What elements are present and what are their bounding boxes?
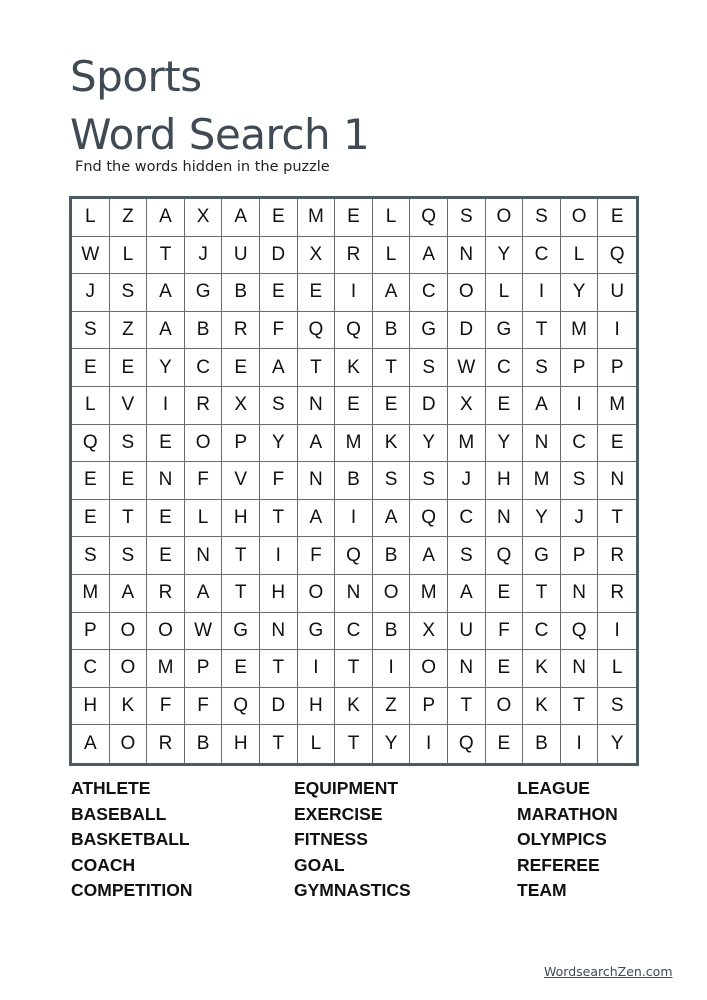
grid-cell[interactable]: R <box>335 237 373 275</box>
grid-cell[interactable]: L <box>486 274 524 312</box>
grid-cell[interactable]: O <box>373 575 411 613</box>
grid-cell[interactable]: O <box>110 725 148 763</box>
grid-cell[interactable]: A <box>523 387 561 425</box>
grid-cell[interactable]: H <box>486 462 524 500</box>
grid-cell[interactable]: M <box>72 575 110 613</box>
grid-cell[interactable]: C <box>72 650 110 688</box>
grid-cell[interactable]: H <box>72 688 110 726</box>
grid-cell[interactable]: S <box>110 274 148 312</box>
grid-cell[interactable]: P <box>185 650 223 688</box>
instructions-text: Fnd the words hidden in the puzzle <box>75 159 330 175</box>
grid-cell[interactable]: I <box>598 613 636 651</box>
grid-cell[interactable]: N <box>598 462 636 500</box>
grid-cell[interactable]: W <box>448 349 486 387</box>
grid-cell[interactable]: A <box>373 500 411 538</box>
grid-cell[interactable]: X <box>298 237 336 275</box>
grid-cell[interactable]: C <box>523 613 561 651</box>
grid-cell[interactable]: R <box>598 575 636 613</box>
grid-cell[interactable]: E <box>72 462 110 500</box>
grid-cell[interactable]: M <box>298 199 336 237</box>
word-list-item: COACH <box>71 854 136 875</box>
grid-cell[interactable]: T <box>373 349 411 387</box>
grid-cell[interactable]: O <box>147 613 185 651</box>
grid-cell[interactable]: L <box>185 500 223 538</box>
grid-cell[interactable]: J <box>185 237 223 275</box>
grid-cell[interactable]: T <box>222 537 260 575</box>
grid-cell[interactable]: E <box>486 387 524 425</box>
grid-cell[interactable]: E <box>147 425 185 463</box>
grid-cell[interactable]: T <box>523 312 561 350</box>
grid-cell[interactable]: J <box>72 274 110 312</box>
grid-cell[interactable]: E <box>147 500 185 538</box>
grid-cell[interactable]: I <box>561 387 599 425</box>
grid-cell[interactable]: G <box>222 613 260 651</box>
grid-cell[interactable]: S <box>561 462 599 500</box>
grid-cell[interactable]: D <box>260 688 298 726</box>
grid-cell[interactable]: S <box>448 537 486 575</box>
grid-cell[interactable]: U <box>598 274 636 312</box>
site-link[interactable]: WordsearchZen.com <box>544 964 673 979</box>
word-list-item: BASKETBALL <box>71 829 190 850</box>
grid-cell[interactable]: N <box>260 613 298 651</box>
grid-cell[interactable]: X <box>185 199 223 237</box>
grid-cell[interactable]: Q <box>298 312 336 350</box>
grid-cell[interactable]: J <box>448 462 486 500</box>
grid-cell[interactable]: Q <box>335 537 373 575</box>
title-line-2: Word Search 1 <box>70 110 370 159</box>
grid-cell[interactable]: I <box>335 274 373 312</box>
grid-cell[interactable]: R <box>147 725 185 763</box>
grid-cell[interactable]: N <box>448 237 486 275</box>
grid-cell[interactable]: H <box>222 725 260 763</box>
grid-cell[interactable]: S <box>260 387 298 425</box>
grid-cell[interactable]: O <box>448 274 486 312</box>
grid-cell[interactable]: G <box>486 312 524 350</box>
grid-cell[interactable]: E <box>486 575 524 613</box>
grid-cell[interactable]: W <box>185 613 223 651</box>
grid-cell[interactable]: M <box>147 650 185 688</box>
grid-cell[interactable]: A <box>298 425 336 463</box>
grid-cell[interactable]: W <box>72 237 110 275</box>
grid-cell[interactable]: E <box>598 199 636 237</box>
word-list-item: EQUIPMENT <box>294 778 399 798</box>
grid-cell[interactable]: T <box>335 650 373 688</box>
grid-cell[interactable]: A <box>147 274 185 312</box>
grid-cell[interactable]: T <box>335 725 373 763</box>
grid-cell[interactable]: T <box>260 500 298 538</box>
grid-cell[interactable]: G <box>523 537 561 575</box>
grid-cell[interactable]: Y <box>610 733 624 755</box>
grid-cell[interactable]: C <box>335 613 373 651</box>
grid-cell[interactable]: Q <box>222 688 260 726</box>
grid-cell[interactable]: I <box>260 537 298 575</box>
grid-cell[interactable]: T <box>260 725 298 763</box>
grid-cell[interactable]: Y <box>523 500 561 538</box>
grid-cell[interactable]: Y <box>561 274 599 312</box>
grid-cell[interactable]: A <box>185 575 223 613</box>
grid-cell[interactable]: X <box>222 387 260 425</box>
grid-cell[interactable]: T <box>448 688 486 726</box>
grid-cell[interactable]: L <box>561 237 599 275</box>
grid-cell[interactable]: S <box>598 688 636 726</box>
grid-cell[interactable]: E <box>147 537 185 575</box>
grid-cell[interactable]: Q <box>410 500 448 538</box>
grid-cell[interactable]: C <box>448 500 486 538</box>
grid-cell[interactable]: F <box>185 462 223 500</box>
grid-cell[interactable]: M <box>410 575 448 613</box>
grid-cell[interactable]: S <box>410 462 448 500</box>
grid-cell[interactable]: B <box>185 312 223 350</box>
grid-cell[interactable]: S <box>410 349 448 387</box>
grid-cell[interactable]: T <box>147 237 185 275</box>
grid-cell[interactable]: C <box>561 425 599 463</box>
grid-cell[interactable]: Z <box>110 312 148 350</box>
word-list-item: ATHLETE <box>71 778 151 798</box>
grid-cell[interactable]: N <box>486 500 524 538</box>
grid-cell[interactable]: C <box>410 274 448 312</box>
grid-cell[interactable]: N <box>561 650 599 688</box>
grid-cell[interactable]: O <box>410 650 448 688</box>
grid-cell[interactable]: E <box>298 274 336 312</box>
grid-cell[interactable]: L <box>598 650 636 688</box>
grid-cell[interactable]: E <box>222 349 260 387</box>
grid-cell[interactable]: A <box>72 725 110 763</box>
grid-cell[interactable]: E <box>335 199 373 237</box>
grid-cell[interactable]: N <box>147 462 185 500</box>
grid-cell[interactable]: A <box>222 199 260 237</box>
grid-cell[interactable]: P <box>72 613 110 651</box>
grid-cell[interactable]: T <box>598 500 636 538</box>
grid-cell[interactable]: S <box>523 199 561 237</box>
grid-cell[interactable]: Q <box>598 237 636 275</box>
grid-cell[interactable]: O <box>486 199 524 237</box>
grid-cell[interactable]: Q <box>561 613 599 651</box>
grid-cell[interactable]: F <box>260 462 298 500</box>
grid-cell[interactable]: A <box>298 500 336 538</box>
grid-cell[interactable]: L <box>110 237 148 275</box>
word-list-item: REFEREE <box>517 854 600 875</box>
grid-cell[interactable]: V <box>222 462 260 500</box>
word-list <box>71 776 671 904</box>
grid-cell[interactable]: I <box>561 725 599 763</box>
grid-cell[interactable]: O <box>110 613 148 651</box>
grid-cell[interactable]: P <box>598 349 636 387</box>
grid-cell[interactable]: Z <box>373 688 411 726</box>
grid-cell[interactable]: O <box>486 688 524 726</box>
grid-cell[interactable]: G <box>410 312 448 350</box>
grid-cell[interactable]: K <box>523 688 561 726</box>
grid-cell[interactable]: D <box>260 237 298 275</box>
grid-cell[interactable]: I <box>298 650 336 688</box>
grid-cell[interactable]: B <box>373 537 411 575</box>
grid-cell[interactable]: H <box>298 688 336 726</box>
grid-cell[interactable]: A <box>410 537 448 575</box>
grid-cell[interactable]: A <box>147 312 185 350</box>
grid-cell[interactable]: U <box>448 613 486 651</box>
grid-cell[interactable]: S <box>523 349 561 387</box>
grid-cell[interactable]: P <box>222 425 260 463</box>
grid-cell[interactable]: S <box>110 425 148 463</box>
grid-cell[interactable]: P <box>410 688 448 726</box>
grid-cell[interactable]: L <box>72 387 110 425</box>
letter-grid <box>69 196 639 766</box>
grid-cell[interactable]: N <box>448 650 486 688</box>
grid-cell[interactable]: N <box>561 575 599 613</box>
grid-cell[interactable]: A <box>410 237 448 275</box>
grid-cell[interactable]: Q <box>448 725 486 763</box>
word-list-item: GOAL <box>294 854 345 875</box>
grid-cell[interactable]: N <box>298 387 336 425</box>
grid-cell[interactable]: E <box>72 349 110 387</box>
word-list-item: BASEBALL <box>71 803 167 824</box>
grid-cell[interactable]: E <box>260 199 298 237</box>
word-list-item: LEAGUE <box>517 778 590 798</box>
grid-cell[interactable]: C <box>486 349 524 387</box>
grid-cell[interactable]: V <box>110 387 148 425</box>
word-list-item: OLYMPICS <box>517 829 607 850</box>
grid-cell[interactable]: O <box>185 425 223 463</box>
grid-cell[interactable]: R <box>185 387 223 425</box>
grid-cell[interactable]: K <box>373 425 411 463</box>
grid-cell[interactable]: M <box>561 312 599 350</box>
grid-cell[interactable]: E <box>72 500 110 538</box>
grid-cell[interactable]: S <box>373 462 411 500</box>
grid-cell[interactable]: N <box>335 575 373 613</box>
grid-cell[interactable]: A <box>373 274 411 312</box>
grid-cell[interactable]: M <box>523 462 561 500</box>
grid-cell[interactable]: I <box>373 650 411 688</box>
grid-cell[interactable]: E <box>598 425 636 463</box>
grid-cell[interactable]: Z <box>110 199 148 237</box>
grid-cell[interactable]: M <box>598 387 636 425</box>
grid-cell[interactable]: U <box>222 237 260 275</box>
grid-cell[interactable]: F <box>260 312 298 350</box>
grid-cell[interactable]: Y <box>373 725 411 763</box>
grid-cell[interactable]: A <box>147 199 185 237</box>
grid-cell[interactable]: F <box>185 688 223 726</box>
grid-cell[interactable]: F <box>298 537 336 575</box>
grid-cell[interactable]: E <box>260 274 298 312</box>
grid-cell[interactable]: R <box>147 575 185 613</box>
grid-cell[interactable]: H <box>260 575 298 613</box>
grid-cell[interactable]: S <box>72 537 110 575</box>
grid-cell[interactable]: L <box>298 725 336 763</box>
grid-cell[interactable]: L <box>373 237 411 275</box>
grid-cell[interactable]: S <box>72 312 110 350</box>
grid-cell[interactable]: E <box>222 650 260 688</box>
grid-cell[interactable]: R <box>598 537 636 575</box>
grid-cell[interactable]: Y <box>147 349 185 387</box>
word-list-item: EXERCISE <box>294 803 383 824</box>
grid-cell[interactable]: J <box>561 500 599 538</box>
word-list-column <box>71 776 294 904</box>
grid-cell[interactable]: B <box>222 274 260 312</box>
word-list-item: FITNESS <box>294 829 368 850</box>
grid-cell[interactable]: T <box>561 688 599 726</box>
word-list-column <box>294 776 517 904</box>
grid-cell[interactable]: X <box>410 613 448 651</box>
word-list-item: MARATHON <box>517 803 618 824</box>
grid-cell[interactable]: Q <box>410 199 448 237</box>
grid-cell[interactable]: E <box>110 462 148 500</box>
grid-cell[interactable]: L <box>373 199 411 237</box>
grid-cell[interactable]: B <box>335 462 373 500</box>
grid-cell[interactable]: E <box>335 387 373 425</box>
grid-cell[interactable]: K <box>335 688 373 726</box>
grid-cell[interactable]: Q <box>72 425 110 463</box>
grid-cell[interactable]: B <box>523 725 561 763</box>
grid-cell[interactable]: I <box>147 387 185 425</box>
grid-cell[interactable]: O <box>110 650 148 688</box>
grid-cell[interactable]: K <box>335 349 373 387</box>
word-list-item: TEAM <box>517 880 567 901</box>
grid-cell[interactable]: C <box>185 349 223 387</box>
grid-cell[interactable]: G <box>185 274 223 312</box>
grid-cell[interactable]: F <box>486 613 524 651</box>
grid-cell[interactable]: N <box>523 425 561 463</box>
grid-cell[interactable]: R <box>222 312 260 350</box>
grid-cell[interactable]: A <box>260 349 298 387</box>
grid-cell[interactable]: G <box>298 613 336 651</box>
title-line-1: Sports <box>70 52 202 101</box>
grid-cell[interactable]: B <box>373 312 411 350</box>
grid-cell[interactable]: O <box>298 575 336 613</box>
grid-cell[interactable]: B <box>373 613 411 651</box>
grid-cell[interactable]: T <box>260 650 298 688</box>
grid-cell[interactable]: D <box>410 387 448 425</box>
grid-cell[interactable]: T <box>298 349 336 387</box>
word-list-item: COMPETITION <box>71 880 193 901</box>
grid-cell[interactable]: Y <box>410 425 448 463</box>
grid-cell[interactable]: Y <box>486 425 524 463</box>
grid-cell[interactable]: Y <box>486 237 524 275</box>
grid-cell[interactable]: N <box>298 462 336 500</box>
word-list-column <box>517 776 677 904</box>
grid-cell[interactable]: H <box>222 500 260 538</box>
grid-cell[interactable]: N <box>185 537 223 575</box>
grid-cell[interactable]: L <box>72 199 110 237</box>
grid-cell[interactable]: B <box>185 725 223 763</box>
grid-cell[interactable]: S <box>448 199 486 237</box>
grid-cell[interactable]: T <box>523 575 561 613</box>
grid-cell[interactable]: S <box>110 537 148 575</box>
grid-cell[interactable]: T <box>222 575 260 613</box>
grid-cell[interactable]: F <box>147 688 185 726</box>
grid-cell[interactable]: K <box>523 650 561 688</box>
grid-cell[interactable]: E <box>110 349 148 387</box>
grid-cell[interactable]: E <box>373 387 411 425</box>
grid-cell[interactable]: P <box>561 537 599 575</box>
grid-cell[interactable]: I <box>523 274 561 312</box>
grid-cell[interactable]: M <box>448 425 486 463</box>
grid-cell[interactable]: P <box>561 349 599 387</box>
grid-cell[interactable]: C <box>523 237 561 275</box>
grid-cell[interactable]: E <box>486 725 524 763</box>
grid-cell[interactable]: I <box>598 312 636 350</box>
grid-cell[interactable]: Y <box>260 425 298 463</box>
grid-cell[interactable]: K <box>110 688 148 726</box>
page-title <box>70 48 369 164</box>
grid-cell[interactable]: E <box>486 650 524 688</box>
grid-cell[interactable]: T <box>110 500 148 538</box>
grid-cell[interactable]: A <box>110 575 148 613</box>
grid-cell[interactable]: A <box>448 575 486 613</box>
grid-cell[interactable]: I <box>410 725 448 763</box>
grid-cell[interactable]: M <box>335 425 373 463</box>
grid-cell[interactable]: Q <box>486 537 524 575</box>
grid-cell[interactable]: Q <box>335 312 373 350</box>
grid-cell[interactable]: D <box>448 312 486 350</box>
word-list-item: GYMNASTICS <box>294 880 411 901</box>
grid-cell[interactable]: X <box>448 387 486 425</box>
grid-cell[interactable]: O <box>561 199 599 237</box>
grid-cell[interactable]: I <box>335 500 373 538</box>
